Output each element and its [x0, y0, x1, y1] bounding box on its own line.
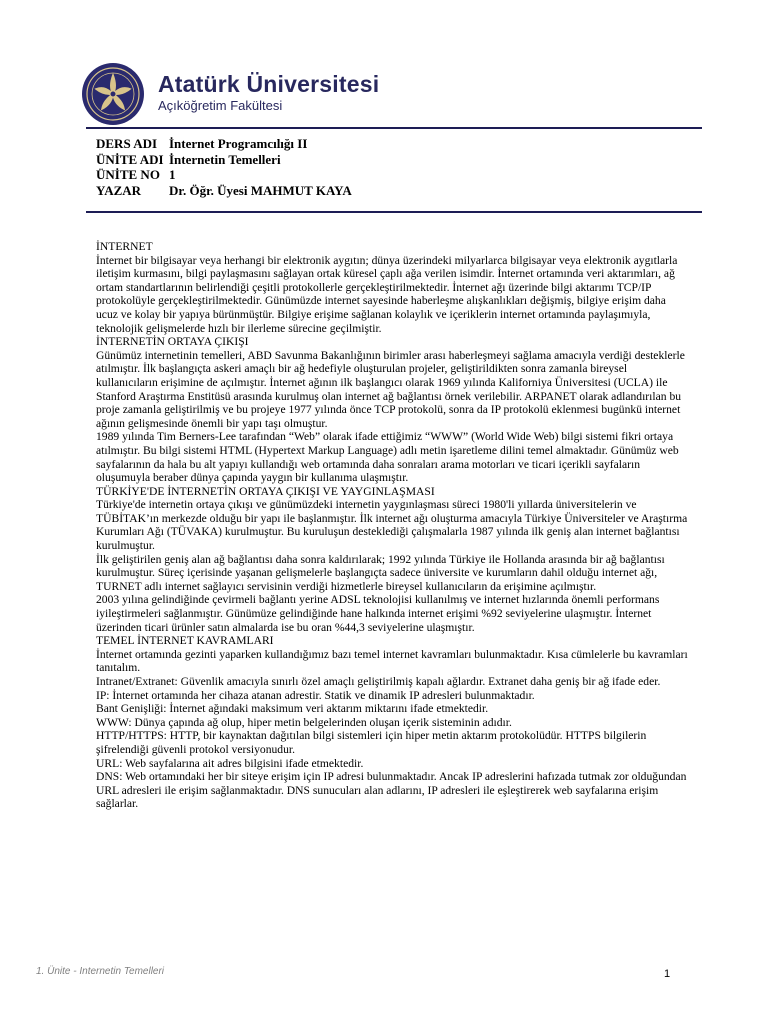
faculty-name: Açıköğretim Fakültesi — [158, 98, 283, 113]
paragraph-origin-arpanet: Günümüz internetinin temelleri, ABD Savunma Bakanlığının birimler arası haberleşmeyi sağlama amacıyla verdiği desteklerle atılmıştır. İlk başlangıçta askeri amaçlı bir ağ hedefiyle oluşturulan projeler, geliştirildikten sonra zamanla bireysel kullanıcıların erişimine de açılmıştır. İnternet ağının ilk başlangıcı olarak 1969 yılında Kaliforniya Üniversitesi (UCLA) ile Stanford Araştırma Enstitüsü arasında kurulmuş olan internet ağ bağlantısı örnek verilebilir. ARPANET olarak adlandırılan bu proje zamanla geliştirilmiş ve bu projeye 1977 yılında önce TCP protokolü, sonra da IP protokolü eklenmesi bugünkü internet ağının gelişmesinde önemli bir yapı taşı olmuştur. — [96, 348, 685, 430]
header-divider-bottom — [86, 211, 702, 213]
unit-name-label: ÜNİTE ADI — [96, 151, 164, 167]
author-value: Dr. Öğr. Üyesi MAHMUT KAYA — [169, 182, 352, 198]
section-heading-concepts: TEMEL İNTERNET KAVRAMLARI — [96, 634, 274, 648]
unit-name-value: İnternetin Temelleri — [169, 151, 281, 167]
course-name-label: DERS ADI — [96, 136, 158, 151]
header-divider-top — [86, 127, 702, 129]
section-heading-internet: İNTERNET — [96, 240, 153, 253]
paragraph-origin-www: 1989 yılında Tim Berners-Lee tarafından “Web” olarak ifade ettiğimiz “WWW” (World Wide Web) bilgi sistemi fikri ortaya atılmıştır. Bu bilgi sistemi HTML (Hypertext Markup Language) adlı metin işaretleme dilini temel almaktadır. Günümüz web sayfalarının da hala bu alt yapıyı kullandığı web ortamında daha sonraları arama motorları ve ticari içerikli sayfaların oluşumuyla beraber dünya çapında yaygın bir kullanıma ulaşmıştır. — [96, 430, 679, 485]
definition-www: WWW: Dünya çapında ağ olup, hiper metin belgelerinden oluşan içerik sisteminin adıdır. — [96, 715, 512, 729]
course-name-row — [96, 136, 352, 152]
paragraph-turkey-expansion: İlk geliştirilen geniş alan ağ bağlantısı daha sonra kaldırılarak; 1992 yılında Türkiye ile Hollanda arasında bir ağ bağlantısı kurulmuştur. Süreç içerisinde yaşanan gelişmelerle başlangıçta sadece üniversite ve kurumların dahil olduğu internet ağı, TURNET adlı internet sağlayıcı servisinin verdiği hizmetlerle bireysel kullanıcıların da erişimine açılmıştır. — [96, 552, 665, 593]
document-header — [82, 63, 702, 127]
paragraph-turkey-adsl: 2003 yılına gelindiğinde çevirmeli bağlantı yerine ADSL teknolojisi kullanılmış ve internet hızlarında önemli performans iyileştirmeleri sağlanmıştır. Günümüze gelindiğinde hane halkında internet erişimi %92 seviyelerine ulaşmıştır. İnternet üzerinden ticari ürünler satın almalarda ise bu oran %44,3 seviyelerine ulaşmıştır. — [96, 593, 660, 634]
definition-dns: DNS: Web ortamındaki her bir siteye erişim için IP adresi bulunmaktadır. Ancak IP adreslerini hafızada tutmak zor olduğundan URL adresleri ile erişim sağlanmaktadır. DNS sunucuları alan adlarını, IP adresleri ile eşleştirerek web sayfalarına erişim sağlarlar. — [96, 770, 687, 811]
unit-number-label: ÜNİTE NO — [96, 167, 160, 182]
definition-intranet: Intranet/Extranet: Güvenlik amacıyla sınırlı özel amaçlı geliştirilmiş kapalı ağlardır. Extranet daha geniş bir ağ ifade eder. — [96, 675, 661, 688]
author-row — [96, 183, 352, 199]
definition-http: HTTP/HTTPS: HTTP, bir kaynaktan dağıtılan bilgi sistemleri için hiper metin aktarım protokolüdür. HTTPS bilgilerin şifrelendiği güvenli protokol versiyonudur. — [96, 729, 647, 756]
university-name: Atatürk Üniversitesi — [158, 71, 380, 97]
unit-number-value: 1 — [169, 167, 176, 182]
section-heading-origin: İNTERNETİN ORTAYA ÇIKIŞI — [96, 335, 249, 349]
author-label: YAZAR — [96, 182, 142, 198]
paragraph-internet-intro: İnternet bir bilgisayar veya herhangi bir elektronik aygıtın; dünya üzerindeki milyarlarca bilgisayar veya elektronik aygıtlarla iletişim kurmasını, bilgi paylaşmasını sağlayan ortak küresel çaplı ağa verilen isimdir. İnternet ortamında veri aktarımları, ağ ortam standartlarının belirlendiği çeşitli protokollerle gerçekleştirilmektedir. İnternet ağı üzerinde bilgi aktarımı TCP/IP protokolüyle gerçekleştirilmektedir. Günümüzde internet sayesinde haberleşme alışkanlıkları değişmiş, bilgiye erişim daha ucuz ve kolay bir yapıya bürünmüştür. Bilgiye erişime sağlanan kolaylık ve içeriklerin internet ortamında paylaşımıyla, teknolojik gelişmelerde hızlı bir ilerleme sürecine geçilmiştir. — [96, 253, 678, 335]
definition-bandwidth: Bant Genişliği: İnternet ağındaki maksimum veri aktarım miktarını ifade etmektedir. — [96, 702, 489, 716]
document-body — [96, 240, 688, 811]
university-seal-icon — [82, 63, 144, 125]
section-heading-turkey: TÜRKİYE'DE İNTERNETİN ORTAYA ÇIKIŞI VE YAYGINLAŞMASI — [96, 484, 435, 498]
page-number: 1 — [664, 968, 671, 980]
definition-ip: IP: İnternet ortamında her cihaza atanan adrestir. Statik ve dinamik IP adresleri bulunmaktadır. — [96, 688, 535, 702]
paragraph-concepts-intro: İnternet ortamında gezinti yaparken kullandığımız bazı temel internet kavramları bulunmaktadır. Kısa cümlelerle bu kavramları tanıtalım. — [96, 647, 688, 675]
paragraph-turkey-beginnings: Türkiye'de internetin ortaya çıkışı ve günümüzdeki internetin yaygınlaşması süreci 1980'li yıllarda üniversitelerin ve TÜBİTAK’ın merkezde olduğu bir yapı ile başlanmıştır. İlk internet ağı oluşturma amacıyla Türkiye Üniversiteler ve Araştırma Kurumları Ağı (TÜVAKA) kurulmuştur. Bu kuruluşun desteklediği çalışmalarla 1987 yılında ilk geniş alan internet bağlantısı kurulmuştur. — [96, 498, 688, 553]
course-info-block — [96, 136, 352, 198]
course-name-value: İnternet Programcılığı II — [169, 136, 308, 151]
unit-number-row — [96, 167, 352, 183]
footer-unit-title: 1. Ünite - Internetin Temelleri — [36, 966, 165, 977]
unit-name-row — [96, 152, 352, 168]
definition-url: URL: Web sayfalarına ait adres bilgisini ifade etmektedir. — [96, 756, 364, 770]
